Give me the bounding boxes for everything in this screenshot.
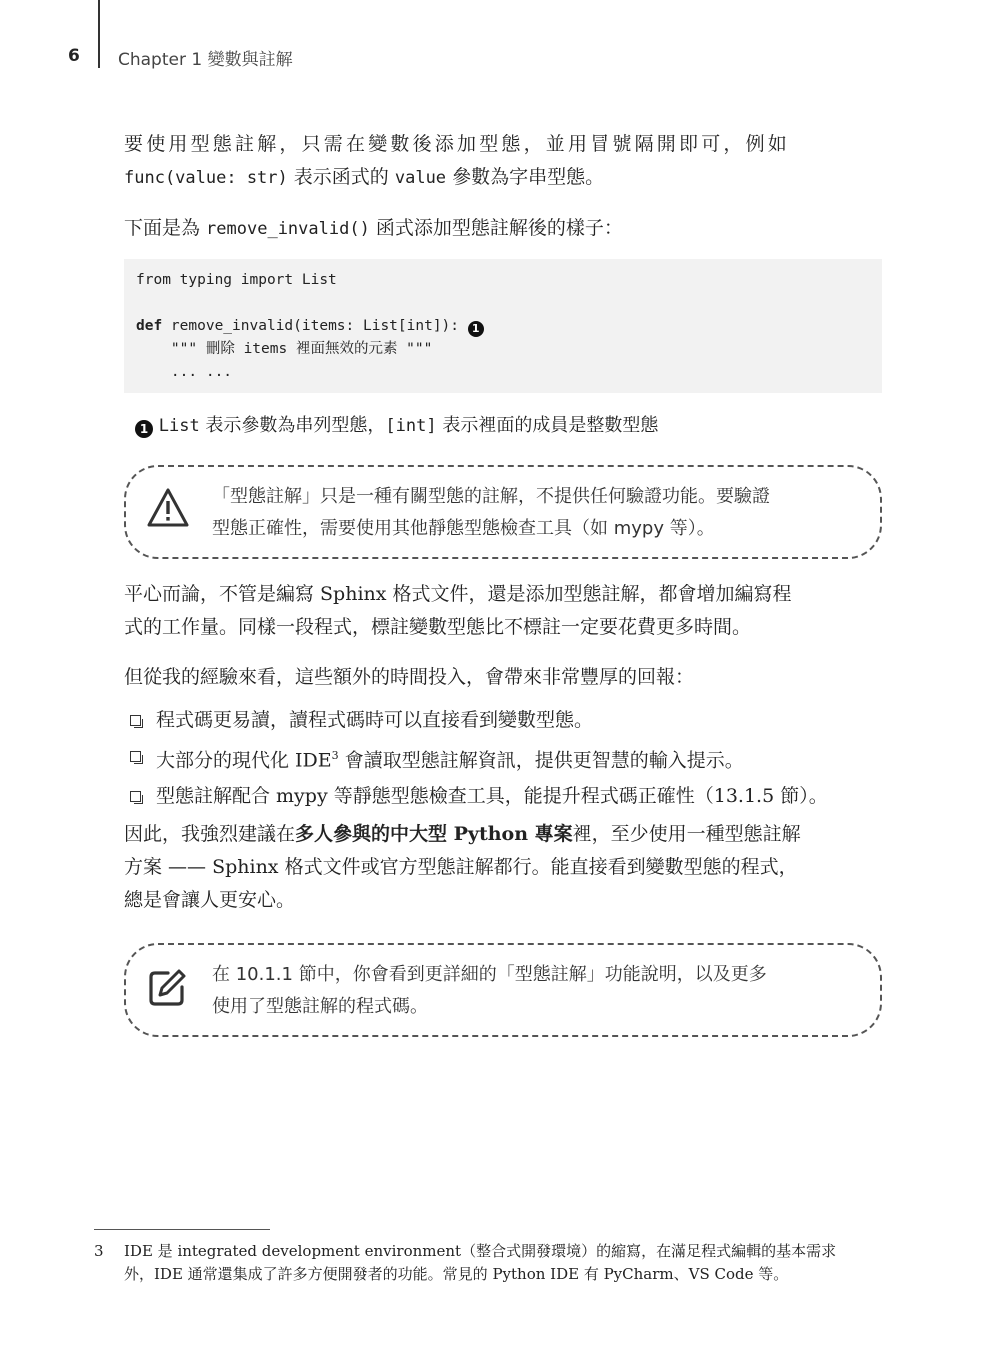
annotation-code-b: [int] [385,416,437,436]
paragraph-2-text-a: 下面是為 [124,217,207,239]
footnote-line-2: 外，IDE 通常還集成了許多方便開發者的功能。常見的 Python IDE 有 PyCharm、VS Code 等。 [124,1265,789,1283]
paragraph-5-line-3: 總是會讓人更安心。 [124,889,296,911]
list-item-text: 型態註解配合 mypy 等靜態型態檢查工具，能提升程式碼正確性（13.1.5 節）。 [156,785,828,808]
benefit-list [128,702,888,814]
checkbox-bullet-icon [130,751,141,762]
paragraph-3 [124,578,884,644]
warning-note-line-1: 「型態註解」只是一種有關型態的註解，不提供任何驗證功能。要驗證 [212,486,770,507]
paragraph-2 [124,212,884,246]
code-line-2: remove_invalid(items: List[int]): [162,318,468,334]
paragraph-1-code-b: value [394,168,447,188]
edit-pencil-icon [146,967,188,1013]
list-item [128,702,888,738]
paragraph-4-text: 但從我的經驗來看，這些額外的時間投入，會帶來非常豐厚的回報： [124,666,695,688]
paragraph-1-text-a: 要使用型態註解，只需在變數後添加型態，並用冒號隔開即可，例如 [124,133,791,155]
warning-note-line-2: 型態正確性，需要使用其他靜態型態檢查工具（如 mypy 等）。 [212,518,715,539]
list-item [128,778,888,814]
footnote-number: 3 [94,1242,104,1260]
list-item-text: 會讀取型態註解資訊，提供更智慧的輸入提示。 [338,749,744,772]
warning-note-text [212,481,862,545]
annotation-text-a: 表示參數為串列型態， [199,415,386,436]
tip-note-line-2: 使用了型態註解的程式碼。 [212,996,428,1017]
list-item-text: 大部分的現代化 IDE [156,749,332,772]
paragraph-2-code: remove_invalid() [206,219,370,239]
annotation-code-a: List [158,416,200,436]
chapter-title: Chapter 1 變數與註解 [118,50,293,70]
paragraph-5-line-2: 方案 —— Sphinx 格式文件或官方型態註解都行。能直接看到變數型態的程式， [124,856,798,878]
tip-note-line-1: 在 10.1.1 節中，你會看到更詳細的「型態註解」功能說明，以及更多 [212,964,767,985]
footnote-ref: 3 [331,749,339,762]
page-number: 6 [68,46,80,66]
paragraph-3-line-1: 平心而論，不管是編寫 Sphinx 格式文件，還是添加型態註解，都會增加編寫程 [124,583,792,605]
paragraph-3-line-2: 式的工作量。同樣一段程式，標註變數型態比不標註一定要花費更多時間。 [124,616,752,638]
footnote-text [124,1240,884,1286]
callout-marker-1: 1 [468,321,484,337]
paragraph-1-text-b: 表示函式的 [287,166,395,188]
annotation-text-b: 表示裡面的成員是整數型態 [436,415,659,436]
footnote-line-1: IDE 是 integrated development environment（整合式開發環境）的縮寫，在滿足程式編輯的基本需求 [124,1242,837,1260]
paragraph-5-text-b: 裡，至少使用一種型態註解 [572,823,801,845]
checkbox-bullet-icon [130,791,141,802]
paragraph-5-bold: 多人參與的中大型 Python 專案 [295,823,573,845]
list-item-text: 程式碼更易讀，讀程式碼時可以直接看到變數型態。 [156,709,594,731]
paragraph-4 [124,661,884,694]
footnote-divider [94,1229,270,1230]
header-divider [98,0,100,68]
code-line-1: from typing import List [136,272,337,288]
list-item [128,738,888,778]
paragraph-1-code-a: func(value: str) [124,168,288,188]
warning-note-box [124,465,882,559]
code-line-3: """ 刪除 items 裡面無效的元素 """ [136,341,433,357]
paragraph-5 [124,818,884,917]
checkbox-bullet-icon [130,715,141,726]
tip-note-text [212,959,862,1023]
annotation-marker-1: 1 [135,420,153,438]
warning-triangle-icon [146,487,190,533]
paragraph-1 [124,128,884,195]
paragraph-5-text-a: 因此，我強烈建議在 [124,823,296,845]
code-keyword-def: def [136,318,163,334]
code-annotation [135,411,658,441]
code-block [124,259,882,393]
paragraph-2-text-b: 函式添加型態註解後的樣子： [369,217,623,239]
tip-note-box [124,943,882,1037]
paragraph-1-text-c: 參數為字串型態。 [446,166,605,188]
code-line-4: ... ... [136,364,233,380]
